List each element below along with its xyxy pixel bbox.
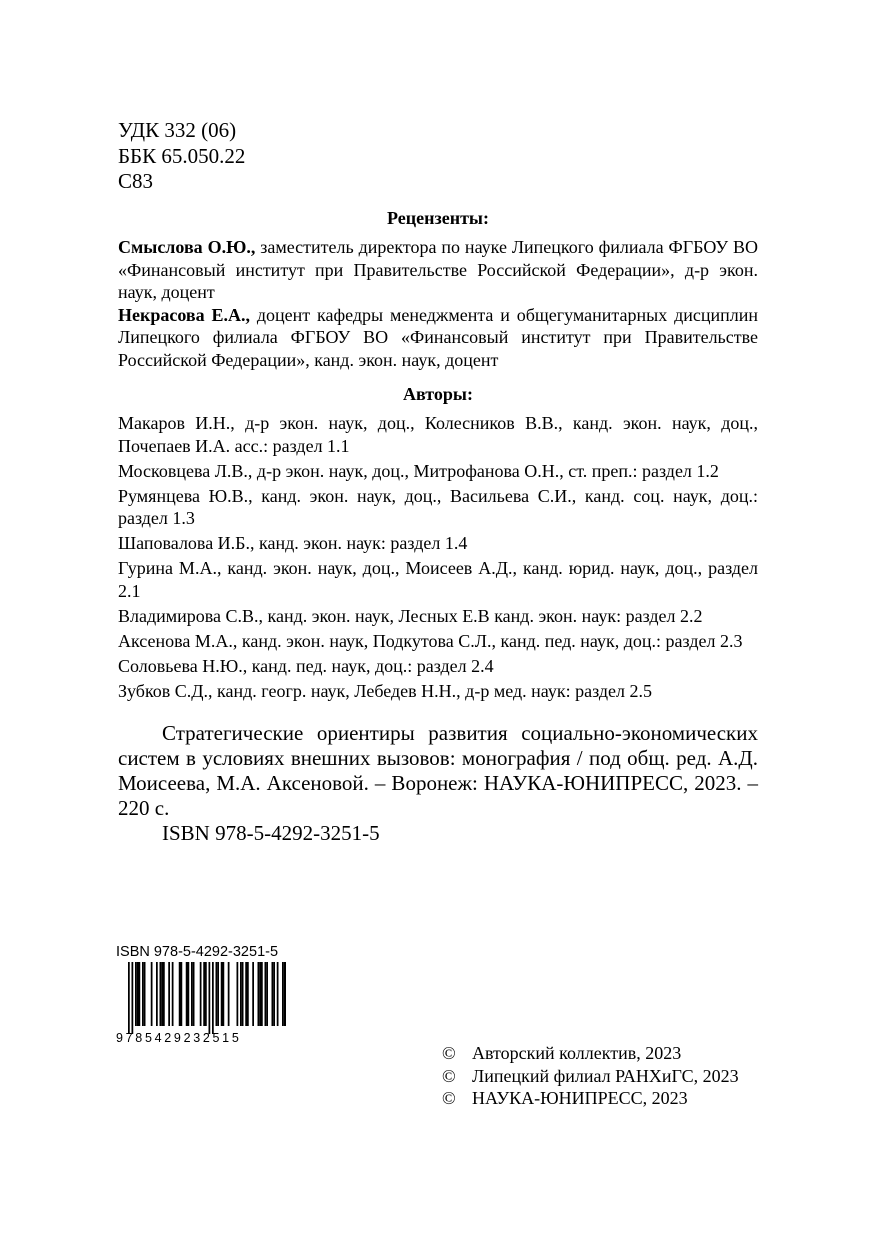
barcode-bar [228,962,230,1026]
barcode-bar [200,962,202,1026]
barcode-digits: 9785429232515 [116,1031,242,1045]
barcode-bar [237,962,239,1026]
barcode-bar [203,962,205,1026]
barcode-bar [193,962,195,1026]
barcode-bar [186,962,188,1026]
author-entry-4: Шаповалова И.Б., канд. экон. наук: раздел 1.4 [118,533,468,553]
barcode-bar [242,962,244,1026]
reviewer-1 [118,236,758,304]
barcode-bar [181,962,183,1026]
classification-codes [118,118,245,195]
barcode-bar [161,962,163,1026]
reviewer-1-text: заместитель директора по науке Липецкого филиала ФГБОУ ВО «Финансовый институт при Правительстве Российской Федерации», д-р экон. наук, доцент [118,237,758,302]
barcode-bar [223,962,225,1026]
barcode-bar [212,962,214,1034]
barcode-bars [116,962,286,1034]
copyright-symbol: © [442,1065,456,1086]
author-entry-9: Зубков С.Д., канд. геогр. наук, Лебедев Н.Н., д-р мед. наук: раздел 2.5 [118,680,652,701]
copyright-block [442,1042,739,1110]
barcode-bar [245,962,247,1026]
authors-list [118,412,758,705]
barcode-bar [282,962,284,1026]
barcode-bar [258,962,260,1026]
barcode-isbn-label: ISBN 978-5-4292-3251-5 [116,944,279,960]
udk-code: УДК 332 (06) [118,118,237,142]
reviewers-heading: Рецензенты: [387,208,489,228]
copyright-symbol: © [442,1088,456,1108]
barcode-bar [137,962,139,1026]
barcode-bar [284,962,286,1026]
reviewer-2 [118,304,758,372]
author-entry-8: Соловьева Н.Ю., канд. пед. наук, доц.: раздел 2.4 [118,655,494,676]
reviewer-2-name: Некрасова Е.А., [118,304,250,325]
barcode-bar [191,962,193,1026]
annotation-text: Стратегические ориентиры развития социально-экономических систем в условиях внешних вызовов: монография / под общ. ред. А.Д. Моисеева, М.А. Аксеновой. – Воронеж: НАУКА-ЮНИПРЕСС, 2023. – 220 с. [118,721,758,820]
barcode-bar [277,962,279,1026]
barcode-bar [128,962,130,1034]
author-entry-6: Владимирова С.В., канд. экон. наук, Лесных Е.В канд. экон. наук: раздел 2.2 [118,605,703,626]
author-entry-5: Гурина М.А., канд. экон. наук, доц., Моисеев А.Д., канд. юрид. наук, доц., раздел 2.1 [118,558,758,601]
barcode-bar [273,962,275,1026]
barcode-bar [286,962,287,1026]
barcode-bar [261,962,263,1026]
barcode-bar [156,962,158,1026]
author-entry-3: Румянцева Ю.В., канд. экон. наук, доц., Васильева С.И., канд. соц. наук, доц.: раздел 1.3 [118,485,758,528]
reviewers-list [118,236,758,371]
barcode-bar [216,962,218,1026]
authors-heading: Авторы: [403,384,473,404]
barcode-bar [247,962,249,1026]
author-entry-1: Макаров И.Н., д-р экон. наук, доц., Колесников В.В., канд. экон. наук, доц., Почепаев И.А. асс.: раздел 1.1 [118,413,758,456]
barcode-bar [179,962,181,1026]
copyright-text-3: НАУКА-ЮНИПРЕСС, 2023 [472,1088,688,1108]
barcode-bar [205,962,207,1026]
barcode-bar [217,962,219,1026]
copyright-line-2 [442,1065,739,1088]
barcode-bar [151,962,153,1026]
barcode-bar [163,962,165,1026]
author-entry-7: Аксенова М.А., канд. экон. наук, Подкутова С.Л., канд. пед. наук, доц.: раздел 2.3 [118,630,743,651]
barcode-bar [188,962,190,1026]
barcode-bar [160,962,162,1026]
copyright-line-3 [442,1087,739,1110]
bbk-code: ББК 65.050.22 [118,143,246,168]
reviewer-1-name: Смыслова О.Ю., [118,237,256,257]
barcode-bar [139,962,141,1026]
barcode-bar [144,962,146,1026]
copyright-text-1: Авторский коллектив, 2023 [472,1043,682,1063]
barcode-bar [142,962,144,1026]
barcode-bar [259,962,261,1026]
barcode-bar [272,962,274,1026]
barcode-bar [252,962,254,1026]
author-mark: С83 [118,169,154,193]
barcode-bar [266,962,268,1026]
barcode-bar [135,962,137,1026]
barcode-bar [265,962,267,1026]
reviewer-2-text: доцент кафедры менеджмента и общегуманитарных дисциплин Липецкого филиала ФГБОУ ВО «Финансовый институт при Правительстве Российской Федерации», канд. экон. наук, доцент [118,304,758,370]
barcode-bar [209,962,211,1034]
copyright-text-2: Липецкий филиал РАНХиГС, 2023 [472,1065,739,1086]
author-entry-2: Московцева Л.В., д-р экон. наук, доц., Митрофанова О.Н., ст. преп.: раздел 1.2 [118,460,719,481]
bibliographic-annotation [118,721,758,846]
barcode-bar [132,962,134,1034]
barcode-bar [240,962,242,1026]
annotation-isbn: ISBN 978-5-4292-3251-5 [162,821,380,845]
barcode-bar [221,962,223,1026]
isbn-barcode [116,944,296,1045]
barcode-bar [168,962,170,1026]
barcode-bar [172,962,174,1026]
copyright-line-1 [442,1042,739,1065]
copyright-symbol: © [442,1043,456,1063]
